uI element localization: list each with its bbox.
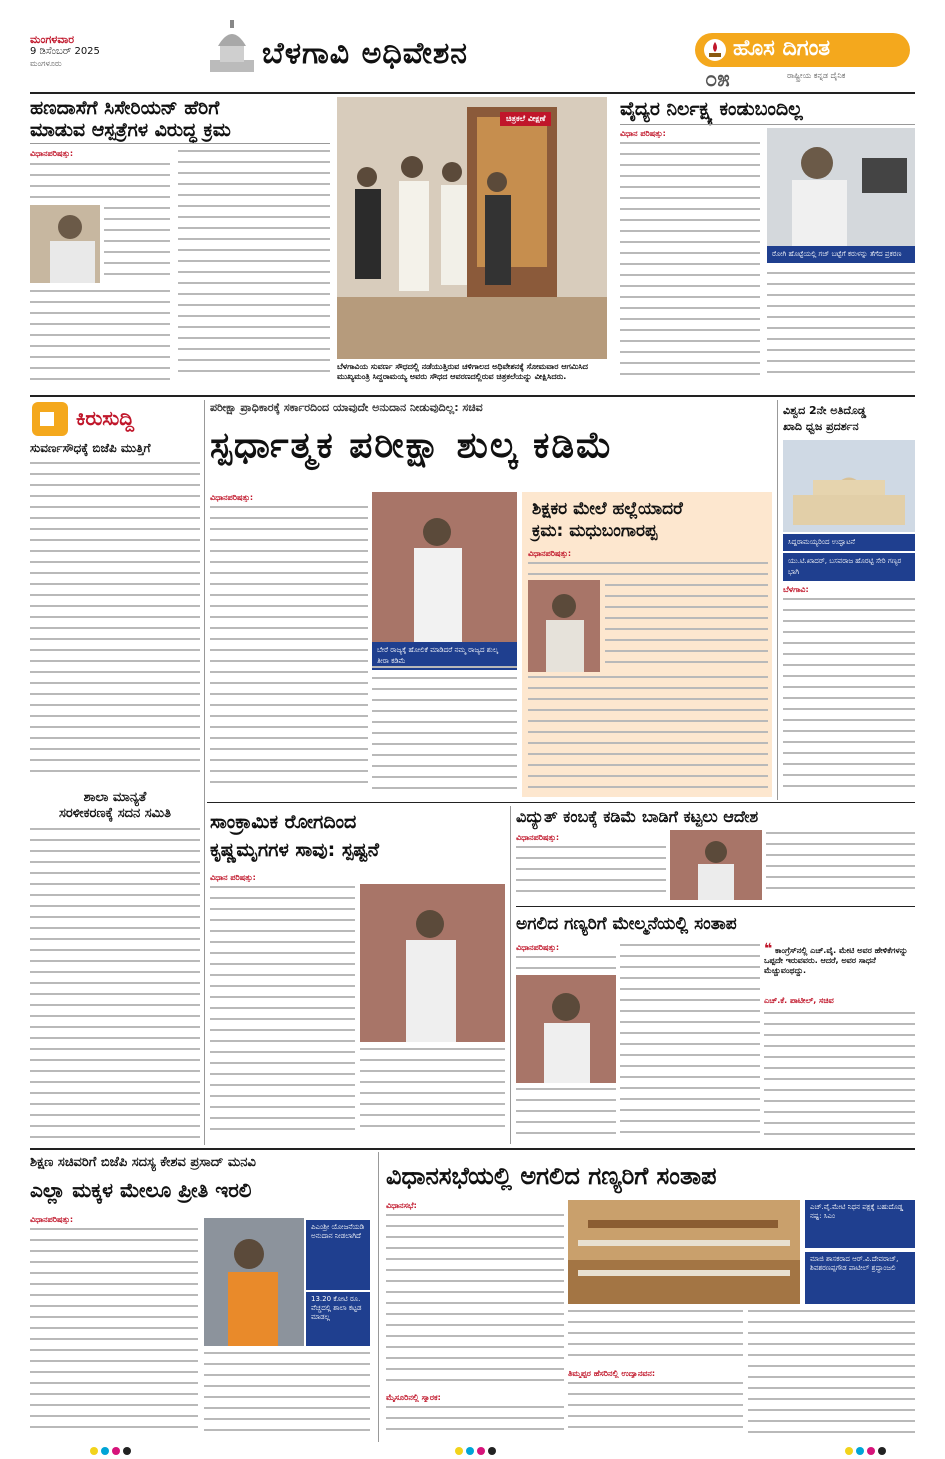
condolence-council-dateline: ವಿಧಾನಪರಿಷತ್ತು: <box>516 943 560 952</box>
blackbuck-body-col2 <box>360 1048 505 1140</box>
divider <box>30 143 330 144</box>
column-divider <box>777 400 778 800</box>
khadi-dateline: ಬೆಳಗಾವಿ: <box>783 585 809 594</box>
teacher-headline <box>532 498 767 542</box>
teacher-dateline: ವಿಧಾನಪರಿಷತ್ತು: <box>528 549 572 558</box>
khadi-body <box>783 598 915 796</box>
condolence-assembly-body-col1c <box>386 1406 564 1438</box>
keshav-box1: ಪಿಎಂಶ್ರೀ ಯೋಜನೆಯಡಿ ಅನುದಾನ ನೀಡಲಾಗಿದೆ <box>306 1220 370 1290</box>
column-divider <box>510 806 511 1144</box>
person-icon <box>372 492 517 642</box>
kirusuddi-item1-headline: ಸುವರ್ಣಸೌಧಕ್ಕೆ ಬಿಜೆಪಿ ಮುತ್ತಿಗೆ <box>30 441 151 455</box>
exam-fee-photo <box>372 492 517 642</box>
keshav-dateline: ವಿಧಾನಪರಿಷತ್ತು: <box>30 1215 74 1224</box>
person-icon <box>767 128 915 246</box>
doctor-photo-caption: ರೋಗಿ ಹೊಟ್ಟೆಯಲ್ಲಿ ಗಜ್ ಬಟ್ಟೆಗೆ ಕರುಳನ್ನು ತೆಗೆದ ಪ್ರಕರಣ <box>767 246 915 263</box>
photo-illustration <box>337 97 607 359</box>
doctor-body-col2 <box>767 272 915 390</box>
dot-icon <box>878 1447 886 1455</box>
keshav-photo <box>204 1218 304 1346</box>
blackbuck-headline-line1: ಸಾಂಕ್ರಾಮಿಕ ರೋಗದಿಂದ <box>210 811 357 833</box>
blackbuck-headline <box>210 808 510 864</box>
person-icon <box>360 884 505 1042</box>
edition-city: ಮಂಗಳೂರು <box>30 59 62 68</box>
header-rule <box>30 92 915 94</box>
khadi-headline <box>783 403 915 435</box>
teacher-body-bottom <box>528 676 768 794</box>
photo-feature-tag: ಚಿತ್ರಕಲೆ ವೀಕ್ಷಣೆ <box>500 112 551 126</box>
doctor-dateline: ವಿಧಾನ ಪರಿಷತ್ತು: <box>620 129 666 138</box>
condolence-assembly-subhead2: ತಿಮ್ಮಪ್ಪರ ಹೆಸರಿನಲ್ಲಿ ಉದ್ಯಾನವನ: <box>568 1369 656 1378</box>
keshav-headline: ಎಲ್ಲಾ ಮಕ್ಕಳ ಮೇಲೂ ಪ್ರೀತಿ ಇರಲಿ <box>30 1178 252 1202</box>
exam-fee-photo-caption: ಬೇರೆ ರಾಜ್ಯಕ್ಕೆ ಹೋಲಿಕೆ ಮಾಡಿದರೆ ನಮ್ಮ ರಾಜ್ಯದ ಶುಲ್ಕ ತೀರಾ ಕಡಿಮೆ <box>372 642 517 670</box>
assembly-hall-icon <box>568 1200 800 1304</box>
blackbuck-body-col1 <box>210 886 355 1140</box>
keshav-body-col1 <box>30 1228 198 1438</box>
doctor-headline: ವೈದ್ಯರ ನಿರ್ಲಕ್ಷ್ಯ ಕಂಡುಬಂದಿಲ್ಲ <box>620 98 803 120</box>
khadi-bullet1: ಸಿದ್ದರಾಮಯ್ಯರಿಂದ ಉದ್ಘಾಟನೆ <box>783 534 915 551</box>
blackbuck-dateline: ವಿಧಾನ ಪರಿಷತ್ತು: <box>210 873 256 882</box>
exam-fee-kicker: ಪರೀಕ್ಷಾ ಪ್ರಾಧಿಕಾರಕ್ಕೆ ಸರ್ಕಾರದಿಂದ ಯಾವುದೇ ಅನುದಾನ ನೀಡುವುದಿಲ್ಲ: ಸಚಿವ <box>210 401 483 414</box>
keshav-body-col2 <box>204 1352 370 1438</box>
soudha-logo-icon <box>206 18 258 74</box>
page-section-title: ಬೆಳಗಾವಿ ಅಧಿವೇಶನ <box>262 36 468 71</box>
keshav-box2: 13.20 ಕೋಟಿ ರೂ. ವೆಚ್ಚದಲ್ಲಿ ಶಾಲಾ ಕಟ್ಟಡ ಮಾಡಲ್ಲ <box>306 1292 370 1346</box>
caesarean-headline-line2: ಮಾಡುವ ಆಸ್ಪತ್ರೆಗಳ ವಿರುದ್ಧ ಕ್ರಮ <box>30 119 231 141</box>
person-icon <box>516 975 616 1083</box>
condolence-council-quote <box>764 941 915 1000</box>
kirusuddi-item2-headline-line1: ಶಾಲಾ ಮಾನ್ಯತೆ <box>83 790 147 805</box>
logo-tagline: ರಾಷ್ಟ್ರೀಯ ಕನ್ನಡ ದೈನಿಕ <box>787 71 846 80</box>
photo-feature-caption: ಬೆಳಗಾವಿಯ ಸುವರ್ಣ ಸೌಧದಲ್ಲಿ ನಡೆಯುತ್ತಿರುವ ಚಳಿಗಾಲದ ಅಧಿವೇಶನಕ್ಕೆ ಸೋಮವಾರ ಆಗಮಿಸಿದ ಮುಖ್ಯಮಂತ್ರಿ ಸಿದ್ದರಾಮಯ್ಯ ಅವರು ಸೌಧದ ಆವರಣದಲ್ಲಿರುವ ಚಿತ್ರಕಲೆಯನ್ನು ವೀಕ್ಷಿಸಿದರು. <box>337 362 588 381</box>
row-rule <box>516 906 915 907</box>
condolence-assembly-body-col1 <box>386 1214 564 1364</box>
dot-icon <box>856 1447 864 1455</box>
person-icon <box>670 830 762 900</box>
megaphone-icon <box>30 400 70 438</box>
exam-fee-body-col2 <box>372 666 517 796</box>
doctor-body-col1 <box>620 142 760 390</box>
newspaper-logo <box>695 33 910 91</box>
teacher-photo <box>528 580 600 672</box>
teacher-body-top <box>528 562 768 580</box>
logo-text: ಹೊಸ ದಿಗಂತ <box>733 36 831 61</box>
khadi-photo <box>783 440 915 532</box>
print-registration-marks <box>90 1440 134 1459</box>
print-registration-marks <box>455 1440 499 1459</box>
teacher-body-side <box>605 584 768 674</box>
condolence-assembly-body-col1b <box>386 1368 564 1390</box>
dot-icon <box>867 1447 875 1455</box>
electric-pole-body-col2 <box>766 832 915 902</box>
condolence-council-photo <box>516 975 616 1083</box>
caesarean-headline <box>30 97 330 141</box>
kirusuddi-header <box>30 400 200 438</box>
condolence-assembly-body-col2 <box>568 1310 743 1366</box>
exam-fee-headline: ಸ್ಪರ್ಧಾತ್ಮಕ ಪರೀಕ್ಷಾ ಶುಲ್ಕ ಕಡಿಮೆ <box>210 425 614 466</box>
caesarean-photo <box>30 205 100 283</box>
person-icon <box>30 205 100 283</box>
lamp-icon <box>703 38 727 62</box>
cm-visit-photo <box>337 97 607 359</box>
kirusuddi-label: ಕಿರುಸುದ್ದಿ <box>76 406 135 430</box>
weekday: ಮಂಗಳವಾರ <box>30 33 75 46</box>
caesarean-body-col2 <box>178 150 330 390</box>
electric-pole-photo <box>670 830 762 900</box>
condolence-council-body-col2 <box>620 944 760 1140</box>
electric-pole-headline: ವಿದ್ಯುತ್ ಕಂಬಕ್ಕೆ ಕಡಿಮೆ ಬಾಡಿಗೆ ಕಟ್ಟಲು ಆದೇಶ <box>516 807 759 826</box>
caesarean-dateline: ವಿಧಾನಪರಿಷತ್ತು: <box>30 149 74 158</box>
condolence-assembly-box1: ಎಚ್.ವೈ.ಮೇಟಿ ನಿಧನ ಪಕ್ಷಕ್ಕೆ ಬಹುದೊಡ್ಡ ನಷ್ಟ: ಸಿಎಂ <box>805 1200 915 1248</box>
dot-icon <box>112 1447 120 1455</box>
quote-mark-icon: ❝ <box>764 941 773 957</box>
condolence-council-body-col1b <box>516 1088 616 1140</box>
column-divider <box>378 1152 379 1442</box>
teacher-headline-line1: ಶಿಕ್ಷಕರ ಮೇಲೆ ಹಲ್ಲೆಯಾದರೆ <box>532 499 683 519</box>
caesarean-headline-line1: ಹಣದಾಸೆಗೆ ಸಿಸೇರಿಯನ್ ಹೆರಿಗೆ <box>30 97 220 119</box>
row-rule <box>207 802 915 803</box>
condolence-assembly-dateline: ವಿಧಾನಸಭೆ: <box>386 1201 417 1210</box>
dot-icon <box>845 1447 853 1455</box>
issue-date: 9 ಡಿಸೆಂಬರ್ 2025 <box>30 46 100 57</box>
divider <box>620 124 915 125</box>
print-registration-marks <box>845 1440 889 1459</box>
kirusuddi-item1-body <box>30 462 200 782</box>
blackbuck-headline-line2: ಕೃಷ್ಣಮೃಗಗಳ ಸಾವು: ಸ್ಪಷ್ಟನೆ <box>210 839 380 861</box>
dot-icon <box>466 1447 474 1455</box>
condolence-council-body-col3 <box>764 1012 915 1140</box>
doctor-photo <box>767 128 915 246</box>
condolence-council-headline: ಅಗಲಿದ ಗಣ್ಯರಿಗೆ ಮೇಲ್ಮನೆಯಲ್ಲಿ ಸಂತಾಪ <box>516 914 737 934</box>
dot-icon <box>488 1447 496 1455</box>
kirusuddi-item2-headline <box>30 790 200 822</box>
kirusuddi-item2-headline-line2: ಸರಳೀಕರಣಕ್ಕೆ ಸದನ ಸಮಿತಿ <box>59 806 171 821</box>
condolence-assembly-body-col3 <box>748 1310 915 1438</box>
electric-pole-dateline: ವಿಧಾನಪರಿಷತ್ತು: <box>516 833 560 842</box>
blackbuck-photo <box>360 884 505 1042</box>
exam-fee-body-col1 <box>210 506 368 796</box>
electric-pole-body-col1 <box>516 846 666 904</box>
keshav-kicker: ಶಿಕ್ಷಣ ಸಚಿವರಿಗೆ ಬಿಜೆಪಿ ಸದಸ್ಯ ಕೇಶವ ಪ್ರಸಾದ್ ಮನವಿ <box>30 1155 256 1170</box>
dot-icon <box>455 1447 463 1455</box>
person-icon <box>528 580 600 672</box>
quote-text: ಕಾಂಗ್ರೆಸ್‌ನಲ್ಲಿ ಎಚ್.ವೈ. ಮೇಟಿ ಅವರ ಹೇಳಿಕೆಗಳನ್ನು ಒಪ್ಪದೇ ಇರುವವರು. ಆದರೆ, ಅವರ ಸಾಧನೆ ಮೆಚ್ಚುವಂಥದ್ದು. <box>764 946 908 975</box>
dot-icon <box>123 1447 131 1455</box>
row-rule <box>30 1148 915 1150</box>
caesarean-body-col1a <box>30 163 170 201</box>
condolence-assembly-photo <box>568 1200 800 1304</box>
teacher-headline-line2: ಕ್ರಮ: ಮಧುಬಂಗಾರಪ್ಪ <box>532 521 658 541</box>
condolence-assembly-body-col2b <box>568 1382 743 1438</box>
khadi-headline-line2: ಖಾದಿ ಧ್ವಜ ಪ್ರದರ್ಶನ <box>783 420 859 433</box>
condolence-assembly-subhead: ಮೈಸೂರಿನಲ್ಲಿ ಸ್ಮಾರಕ: <box>386 1393 441 1402</box>
condolence-council-body-top <box>516 956 616 976</box>
dot-icon <box>101 1447 109 1455</box>
dot-icon <box>477 1447 485 1455</box>
dot-icon <box>90 1447 98 1455</box>
page-number: ೦೫ <box>705 67 730 92</box>
exam-fee-dateline: ವಿಧಾನಪರಿಷತ್ತು: <box>210 493 254 502</box>
row-rule <box>30 395 915 397</box>
khadi-headline-line1: ವಿಶ್ವದ 2ನೇ ಅತಿದೊಡ್ಡ <box>783 404 867 417</box>
person-icon <box>204 1218 304 1346</box>
soudha-photo-icon <box>783 440 915 532</box>
caesarean-body-col1c <box>30 290 170 390</box>
condolence-council-quote-author: ಎಚ್.ಕೆ. ಪಾಟೀಲ್, ಸಚಿವ <box>764 996 834 1005</box>
issue-date-block <box>30 34 140 70</box>
khadi-bullet2: ಯು.ಟಿ.ಖಾದರ್, ಬಸವರಾಜ ಹೊರಟ್ಟಿ ಸೇರಿ ಗಣ್ಯರ ಭಾಗಿ <box>783 553 915 581</box>
condolence-assembly-box2: ಮಾಜಿ ಶಾಸಕರಾದ ಆರ್.ವಿ.ದೇವರಾಜ್, ಶಿವಶರಣಪ್ಪಗೌಡ ಪಾಟೀಲ್ ಶ್ರದ್ಧಾಂಜಲಿ <box>805 1252 915 1304</box>
condolence-assembly-headline: ವಿಧಾನಸಭೆಯಲ್ಲಿ ಅಗಲಿದ ಗಣ್ಯರಿಗೆ ಸಂತಾಪ <box>386 1162 717 1190</box>
column-divider <box>204 400 205 1145</box>
caesarean-body-col1b <box>104 207 170 287</box>
kirusuddi-item2-body <box>30 828 200 1146</box>
